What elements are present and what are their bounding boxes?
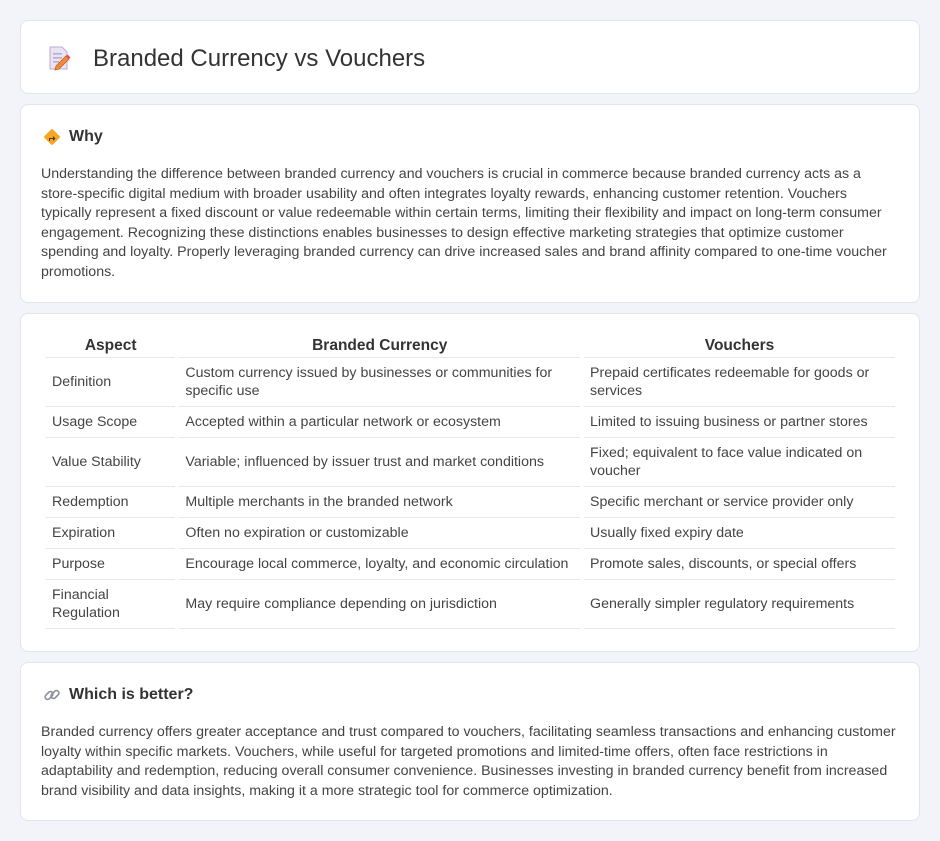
table-cell: May require compliance depending on jurisdiction xyxy=(179,580,580,629)
table-cell: Custom currency issued by businesses or communities for specific use xyxy=(179,358,580,407)
better-title: Which is better? xyxy=(69,686,194,703)
table-row xyxy=(46,518,895,549)
table-row xyxy=(46,580,895,629)
memo-pencil-icon xyxy=(47,45,71,71)
table-row xyxy=(46,438,895,487)
table-cell: Usage Scope xyxy=(46,407,175,438)
table-header-row xyxy=(46,336,895,358)
table-cell: Accepted within a particular network or ecosystem xyxy=(179,407,580,438)
table-cell: Usually fixed expiry date xyxy=(584,518,895,549)
table-row xyxy=(46,487,895,518)
table-cell: Definition xyxy=(46,358,175,407)
comparison-table xyxy=(42,336,899,629)
better-text: Branded currency offers greater acceptance and trust compared to vouchers, facilitating seamless transactions and enhancing customer loyalty within specific markets. Vouchers, while useful for targeted promotions and limited-time offers, often face restrictions in adaptability and redemption, reducing overall consumer convenience. Businesses investing in branded currency benefit from increased brand visibility and data insights, making it a more strategic tool for commerce optimization. xyxy=(41,724,896,799)
table-cell: Promote sales, discounts, or special offers xyxy=(584,549,895,580)
diamond-sign-icon xyxy=(43,128,61,146)
header-branded-currency: Branded Currency xyxy=(179,336,580,358)
why-heading xyxy=(43,127,103,147)
link-icon xyxy=(43,686,61,704)
better-heading xyxy=(43,685,193,705)
comparison-table-card xyxy=(20,313,920,652)
table-row xyxy=(46,407,895,438)
header-aspect: Aspect xyxy=(46,336,175,358)
table-cell: Fixed; equivalent to face value indicated on voucher xyxy=(584,438,895,487)
why-title: Why xyxy=(69,128,103,145)
table-cell: Encourage local commerce, loyalty, and economic circulation xyxy=(179,549,580,580)
table-row xyxy=(46,549,895,580)
table-cell: Generally simpler regulatory requirements xyxy=(584,580,895,629)
table-cell: Purpose xyxy=(46,549,175,580)
table-cell: Redemption xyxy=(46,487,175,518)
table-cell: Financial Regulation xyxy=(46,580,175,629)
table-cell: Often no expiration or customizable xyxy=(179,518,580,549)
table-cell: Specific merchant or service provider only xyxy=(584,487,895,518)
why-section xyxy=(20,104,920,303)
table-cell: Prepaid certificates redeemable for goods or services xyxy=(584,358,895,407)
header-vouchers: Vouchers xyxy=(584,336,895,358)
table-cell: Multiple merchants in the branded network xyxy=(179,487,580,518)
table-row xyxy=(46,358,895,407)
table-cell: Variable; influenced by issuer trust and market conditions xyxy=(179,438,580,487)
table-cell: Expiration xyxy=(46,518,175,549)
page-title: Branded Currency vs Vouchers xyxy=(93,45,426,72)
table-cell: Limited to issuing business or partner stores xyxy=(584,407,895,438)
header-card xyxy=(20,20,920,94)
table-cell: Value Stability xyxy=(46,438,175,487)
why-text: Understanding the difference between branded currency and vouchers is crucial in commerce because branded currency acts as a store-specific digital medium with broader usability and often integrates loyalty rewards, enhancing customer retention. Vouchers typically represent a fixed discount or value redeemable within certain terms, limiting their flexibility and impact on long-term consumer engagement. Recognizing these distinctions enables businesses to design effective marketing strategies that optimize customer spending and loyalty. Properly leveraging branded currency can drive increased sales and brand affinity compared to one-time voucher promotions. xyxy=(41,166,887,280)
which-is-better-section xyxy=(20,662,920,821)
